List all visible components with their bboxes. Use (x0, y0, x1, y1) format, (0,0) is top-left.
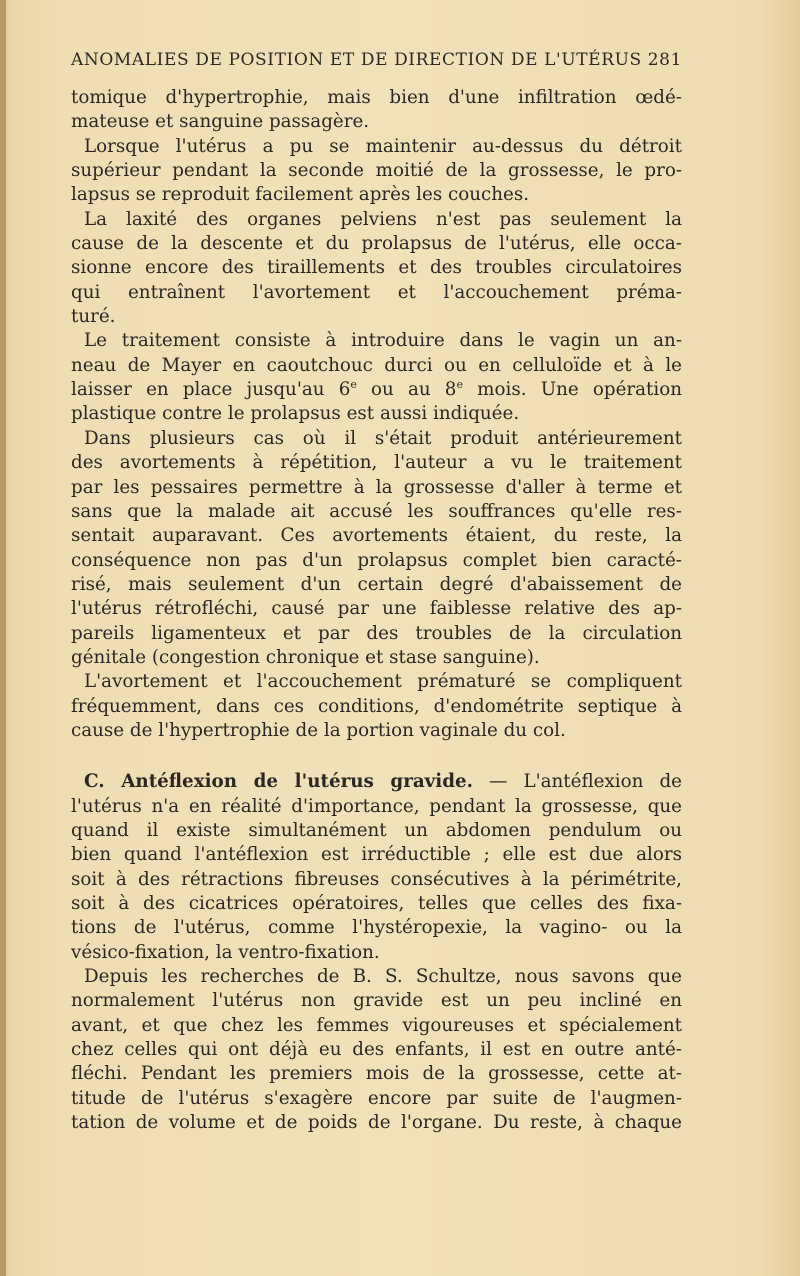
text-line: tions de l'utérus, comme l'hystéropexie, la vagino- ou la (71, 917, 682, 939)
text-line: fréquemment, dans ces conditions, d'endométrite septique à (71, 695, 682, 717)
section-paragraph (71, 770, 682, 965)
text-line: pareils ligamenteux et par des troubles de la circulation (71, 622, 682, 644)
text-line: sionne encore des tiraillements et des troubles circulatoires (71, 257, 682, 279)
text-line: l'utérus rétrofléchi, causé par une faiblesse relative des ap- (71, 598, 682, 620)
text-line: L'avortement et l'accouchement prématuré se compliquent (84, 671, 682, 693)
paragraph (71, 86, 682, 135)
text-line: titude de l'utérus s'exagère encore par suite de l'augmen- (71, 1087, 682, 1109)
text-line: quand il existe simultanément un abdomen pendulum ou (71, 819, 682, 841)
text-line: Le traitement consiste à introduire dans le vagin un an- (84, 330, 682, 352)
text-line: plastique contre le prolapsus est aussi indiquée. (71, 403, 520, 425)
paragraph (71, 427, 682, 670)
text-line: cause de l'hypertrophie de la portion vaginale du col. (71, 719, 566, 741)
text-line: lapsus se reproduit facilement après les couches. (71, 184, 530, 206)
text-line: supérieur pendant la seconde moitié de la grossesse, le pro- (71, 160, 682, 182)
page-spine-edge (0, 0, 6, 1276)
text-line: Dans plusieurs cas où il s'était produit antérieurement (84, 427, 682, 449)
running-header (71, 44, 682, 86)
text-line: cause de la descente et du prolapsus de l'utérus, elle occa- (71, 233, 682, 255)
text-line: bien quand l'antéflexion est irréductible ; elle est due alors (71, 844, 682, 866)
section-spacer (71, 743, 682, 770)
page-content (71, 44, 682, 1135)
paragraph (71, 329, 682, 426)
page-number: 281 (647, 50, 682, 70)
text-line: avant, et que chez les femmes vigoureuses et spécialement (71, 1014, 682, 1036)
text-line: soit à des cicatrices opératoires, telles que celles des fixa- (71, 893, 682, 914)
text-line: des avortements à répétition, l'auteur a vu le traitement (71, 452, 682, 474)
text-line: sans que la malade ait accusé les souffrances qu'elle res- (71, 500, 682, 522)
text-line: La laxité des organes pelviens n'est pas seulement la (84, 208, 682, 230)
text-line: fléchi. Pendant les premiers mois de la grossesse, cette at- (71, 1063, 682, 1085)
paragraph (71, 208, 682, 330)
text-line: turé. (71, 306, 116, 328)
text-line: mateuse et sanguine passagère. (71, 111, 370, 133)
text-line: génitale (congestion chronique et stase sanguine). (71, 646, 540, 668)
text-line: normalement l'utérus non gravide est un peu incliné en (71, 990, 682, 1012)
section-heading-continuation: — L'antéflexion de (489, 771, 683, 793)
paragraph (71, 135, 682, 208)
text-line: qui entraînent l'avortement et l'accouchement préma- (71, 281, 682, 303)
text-line: l'utérus n'a en réalité d'importance, pendant la grossesse, que (71, 795, 682, 817)
running-header-title: ANOMALIES DE POSITION ET DE DIRECTION DE L'UTÉRUS (71, 50, 642, 70)
text-line: laisser en place jusqu'au 6e ou au 8e mois. Une opération (71, 378, 682, 401)
text-line: risé, mais seulement d'un certain degré d'abaissement de (71, 573, 682, 595)
text-line: chez celles qui ont déjà eu des enfants, il est en outre anté- (71, 1039, 682, 1061)
text-line: neau de Mayer en caoutchouc durci ou en celluloïde et à le (71, 354, 682, 376)
text-line: tation de volume et de poids de l'organe. Du reste, à chaque (71, 1112, 682, 1134)
text-line: soit à des rétractions fibreuses consécutives à la périmétrite, (71, 868, 682, 890)
text-line: sentait auparavant. Ces avortements étaient, du reste, la (71, 525, 682, 547)
text-line: vésico-fixation, la ventro-fixation. (71, 941, 380, 963)
text-line: conséquence non pas d'un prolapsus complet bien caracté- (71, 549, 682, 571)
text-line: tomique d'hypertrophie, mais bien d'une infiltration œdé- (71, 87, 682, 108)
paragraph (71, 670, 682, 743)
text-line: par les pessaires permettre à la grossesse d'aller à terme et (71, 476, 682, 498)
text-line (71, 770, 682, 794)
section-heading: C. Antéflexion de l'utérus gravide. (84, 771, 474, 793)
text-line: Depuis les recherches de B. S. Schultze, nous savons que (84, 966, 682, 988)
text-line: Lorsque l'utérus a pu se maintenir au-dessus du détroit (84, 135, 682, 157)
paragraph (71, 965, 682, 1135)
